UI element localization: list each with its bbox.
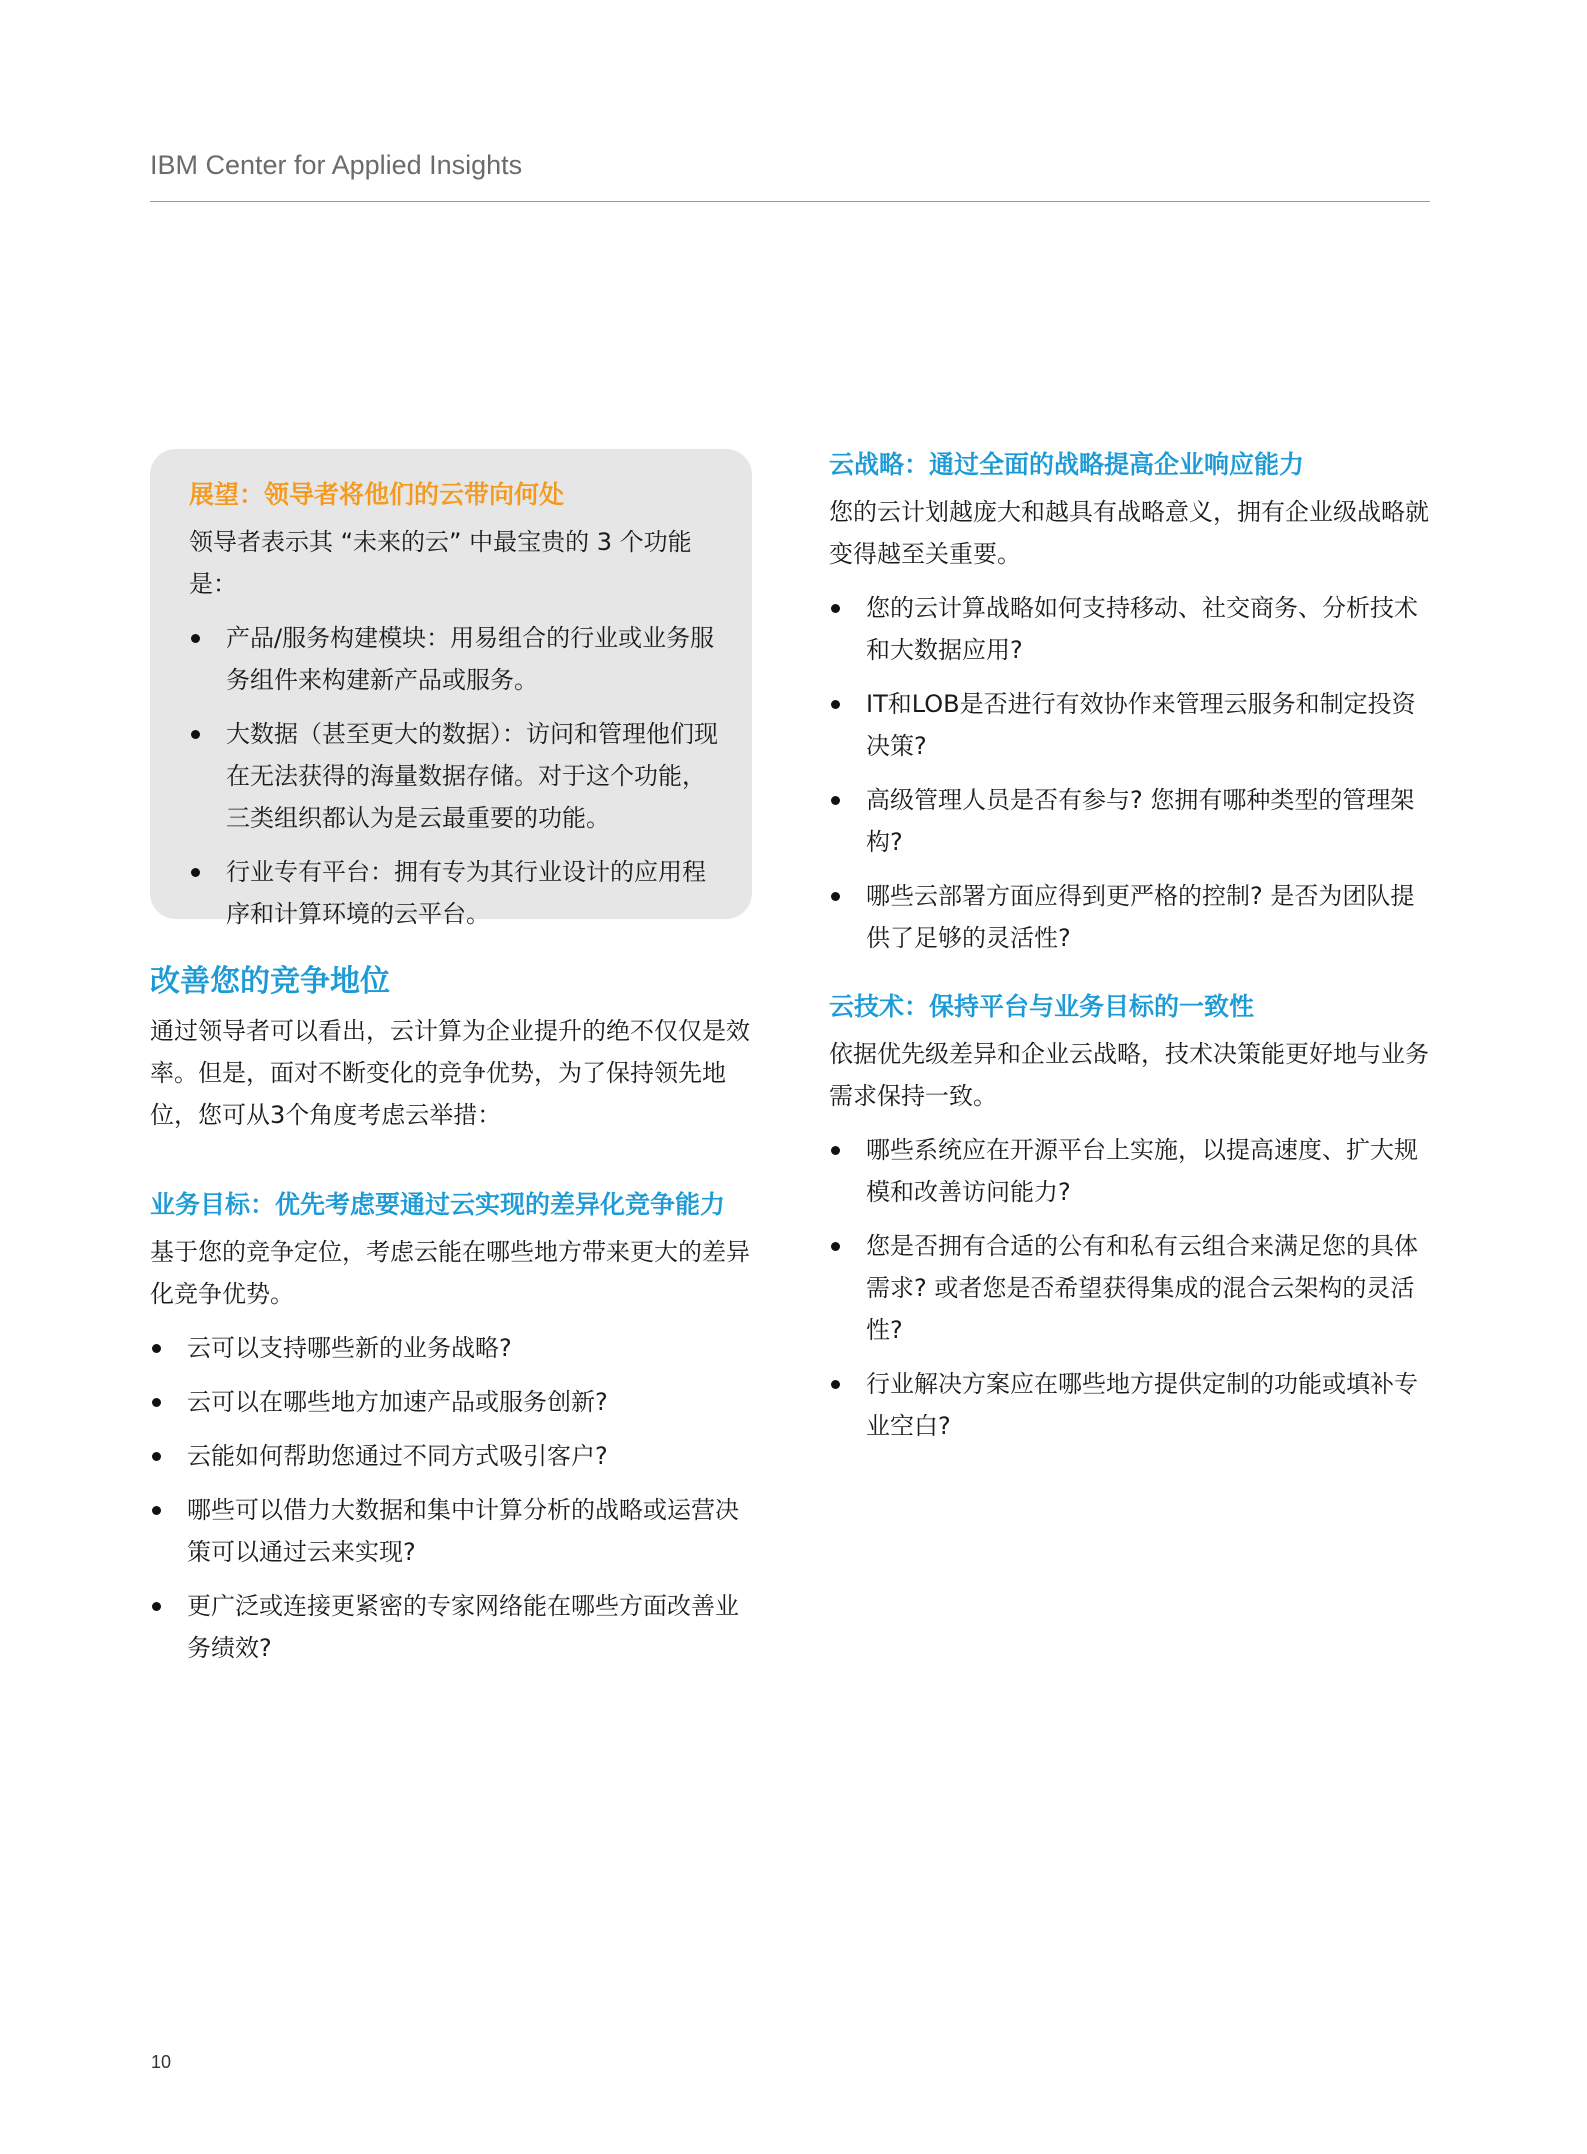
bullet-icon — [191, 634, 200, 643]
list-item — [829, 1225, 1433, 1351]
bullet-icon — [831, 604, 840, 613]
business-list — [150, 1327, 754, 1669]
bullet-icon — [152, 1602, 161, 1611]
bullet-icon — [152, 1344, 161, 1353]
technology-section — [829, 987, 1433, 1447]
bullet-icon — [831, 1146, 840, 1155]
technology-list — [829, 1129, 1433, 1447]
callout-list — [189, 617, 719, 935]
list-item-text: 更广泛或连接更紧密的专家网络能在哪些方面改善业务绩效? — [187, 1592, 739, 1662]
competitive-heading: 改善您的竞争地位 — [150, 964, 390, 999]
bullet-icon — [152, 1398, 161, 1407]
competitive-section — [150, 960, 754, 1136]
list-item — [189, 713, 719, 839]
list-item — [829, 875, 1433, 959]
strategy-heading: 云战略：通过全面的战略提高企业响应能力 — [829, 450, 1305, 479]
list-item — [150, 1435, 754, 1477]
list-item — [150, 1381, 754, 1423]
list-item — [189, 851, 719, 935]
business-heading: 业务目标：优先考虑要通过云实现的差异化竞争能力 — [150, 1190, 726, 1219]
bullet-icon — [191, 868, 200, 877]
bullet-icon — [152, 1506, 161, 1515]
list-item — [150, 1585, 754, 1669]
technology-body: 依据优先级差异和企业云战略，技术决策能更好地与业务需求保持一致。 — [829, 1040, 1429, 1110]
bullet-icon — [831, 892, 840, 901]
bullet-icon — [152, 1452, 161, 1461]
list-item — [829, 779, 1433, 863]
bullet-icon — [831, 1242, 840, 1251]
list-item — [150, 1489, 754, 1573]
list-item-text: 您是否拥有合适的公有和私有云组合来满足您的具体需求? 或者您是否希望获得集成的混合云架构的灵活性? — [866, 1232, 1418, 1344]
callout-intro: 领导者表示其 “未来的云” 中最宝贵的 3 个功能是： — [189, 528, 692, 598]
list-item-text: 云能如何帮助您通过不同方式吸引客户? — [187, 1442, 608, 1470]
list-item-text: 哪些可以借力大数据和集中计算分析的战略或运营决策可以通过云来实现? — [187, 1496, 739, 1566]
list-item — [829, 1363, 1433, 1447]
list-item — [189, 617, 719, 701]
list-item-text: 大数据（甚至更大的数据）：访问和管理他们现在无法获得的海量数据存储。对于这个功能，三类组织都认为是云最重要的功能。 — [226, 720, 718, 832]
bullet-icon — [191, 730, 200, 739]
business-section — [150, 1185, 754, 1669]
strategy-list — [829, 587, 1433, 959]
business-body: 基于您的竞争定位，考虑云能在哪些地方带来更大的差异化竞争优势。 — [150, 1238, 750, 1308]
bullet-icon — [831, 700, 840, 709]
header-title: IBM Center for Applied Insights — [150, 150, 523, 180]
strategy-section — [829, 445, 1433, 959]
competitive-body: 通过领导者可以看出，云计算为企业提升的绝不仅仅是效率。但是，面对不断变化的竞争优势，为了保持领先地位，您可从3个角度考虑云举措： — [150, 1017, 750, 1129]
list-item — [829, 683, 1433, 767]
callout-box — [150, 449, 752, 928]
technology-heading: 云技术：保持平台与业务目标的一致性 — [829, 992, 1255, 1021]
list-item — [150, 1327, 754, 1369]
list-item-text: 云可以支持哪些新的业务战略? — [187, 1334, 512, 1362]
list-item — [829, 1129, 1433, 1213]
list-item-text: 行业专有平台：拥有专为其行业设计的应用程序和计算环境的云平台。 — [226, 858, 706, 928]
list-item-text: 云可以在哪些地方加速产品或服务创新? — [187, 1388, 608, 1416]
list-item-text: 您的云计算战略如何支持移动、社交商务、分析技术和大数据应用? — [866, 594, 1418, 664]
list-item-text: 高级管理人员是否有参与? 您拥有哪种类型的管理架构? — [866, 786, 1415, 856]
list-item-text: 行业解决方案应在哪些地方提供定制的功能或填补专业空白? — [866, 1370, 1418, 1440]
list-item-text: 哪些系统应在开源平台上实施，以提高速度、扩大规模和改善访问能力? — [866, 1136, 1418, 1206]
list-item-text: IT和LOB是否进行有效协作来管理云服务和制定投资决策? — [866, 690, 1416, 760]
bullet-icon — [831, 796, 840, 805]
strategy-body: 您的云计划越庞大和越具有战略意义，拥有企业级战略就变得越至关重要。 — [829, 498, 1429, 568]
page-number: 10 — [151, 2052, 172, 2072]
list-item-text: 哪些云部署方面应得到更严格的控制? 是否为团队提供了足够的灵活性? — [866, 882, 1415, 952]
header-divider — [150, 201, 1430, 202]
callout-heading: 展望：领导者将他们的云带向何处 — [189, 480, 565, 509]
list-item-text: 产品/服务构建模块：用易组合的行业或业务服务组件来构建新产品或服务。 — [226, 624, 715, 694]
bullet-icon — [831, 1380, 840, 1389]
list-item — [829, 587, 1433, 671]
